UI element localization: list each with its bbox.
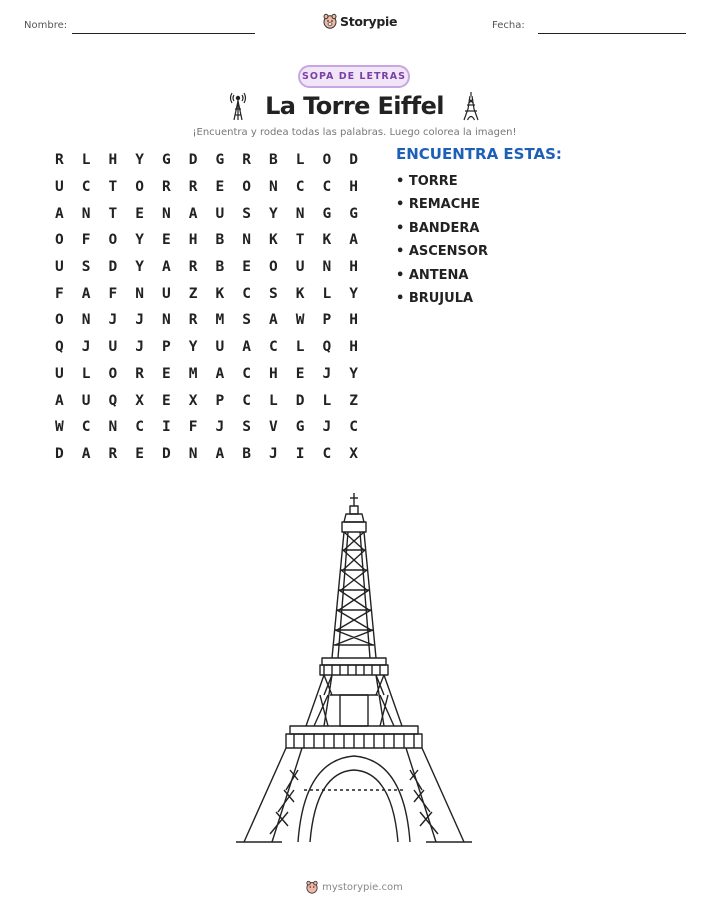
grid-letter[interactable]: T xyxy=(108,205,118,222)
grid-letter[interactable]: K xyxy=(215,285,225,302)
grid-letter[interactable]: U xyxy=(108,339,118,356)
grid-letter[interactable]: C xyxy=(322,445,332,462)
grid-letter[interactable]: F xyxy=(81,232,91,249)
grid-letter[interactable]: Q xyxy=(322,339,332,356)
grid-letter[interactable]: V xyxy=(269,419,278,436)
grid-letter[interactable]: H xyxy=(349,312,358,329)
grid-letter[interactable]: L xyxy=(322,285,332,302)
grid-letter[interactable]: A xyxy=(269,312,278,329)
grid-letter[interactable]: J xyxy=(135,339,144,356)
grid-letter[interactable]: A xyxy=(55,392,64,409)
grid-letter[interactable]: A xyxy=(349,232,358,249)
grid-letter[interactable]: J xyxy=(269,445,278,462)
grid-letter[interactable]: R xyxy=(242,152,251,169)
grid-letter[interactable]: D xyxy=(188,152,198,169)
grid-letter[interactable]: L xyxy=(322,392,332,409)
date-label: Fecha: xyxy=(492,20,525,31)
grid-letter[interactable]: U xyxy=(295,259,305,276)
grid-letter[interactable]: P xyxy=(322,312,332,329)
grid-letter[interactable]: B xyxy=(215,232,225,249)
grid-letter[interactable]: F xyxy=(55,285,64,302)
letter-grid[interactable] xyxy=(46,147,367,467)
grid-letter[interactable]: R xyxy=(108,445,118,462)
word-item: • BANDERA xyxy=(396,220,480,236)
grid-letter[interactable]: U xyxy=(162,285,171,302)
grid-letter[interactable]: C xyxy=(242,392,251,409)
grid-letter[interactable]: N xyxy=(108,419,118,436)
grid-letter[interactable]: A xyxy=(188,205,198,222)
grid-letter[interactable]: C xyxy=(81,179,91,196)
grid-letter[interactable]: Y xyxy=(188,339,198,356)
grid-letter[interactable]: A xyxy=(55,205,64,222)
storypie-mascot-icon xyxy=(306,880,318,894)
grid-letter[interactable]: N xyxy=(188,445,198,462)
grid-letter[interactable]: J xyxy=(108,312,118,329)
grid-letter[interactable]: P xyxy=(215,392,225,409)
grid-letter[interactable]: K xyxy=(295,285,305,302)
grid-letter[interactable]: N xyxy=(295,205,305,222)
grid-letter[interactable]: O xyxy=(55,312,64,329)
grid-letter[interactable]: A xyxy=(81,445,91,462)
grid-letter[interactable]: M xyxy=(188,365,198,382)
grid-letter[interactable]: N xyxy=(162,312,171,329)
grid-letter[interactable]: N xyxy=(162,205,171,222)
grid-letter[interactable]: G xyxy=(349,205,358,222)
grid-letter[interactable]: H xyxy=(188,232,198,249)
grid-letter[interactable]: T xyxy=(108,179,118,196)
grid-letter[interactable]: G xyxy=(162,152,171,169)
grid-letter[interactable]: A xyxy=(162,259,171,276)
grid-letter[interactable]: G xyxy=(215,152,225,169)
grid-letter[interactable]: E xyxy=(162,392,171,409)
grid-letter[interactable]: O xyxy=(322,152,332,169)
storypie-logo xyxy=(323,13,397,29)
grid-letter[interactable]: G xyxy=(295,419,305,436)
grid-letter[interactable]: S xyxy=(269,285,278,302)
grid-letter[interactable]: C xyxy=(81,419,91,436)
grid-letter[interactable]: C xyxy=(242,285,251,302)
grid-letter[interactable]: N xyxy=(269,179,278,196)
grid-letter[interactable]: R xyxy=(135,365,144,382)
brand-name: Storypie xyxy=(340,13,398,29)
name-field-line[interactable] xyxy=(72,33,255,34)
word-list xyxy=(396,170,488,310)
grid-letter[interactable]: L xyxy=(295,339,305,356)
grid-letter[interactable]: O xyxy=(135,179,144,196)
grid-letter[interactable]: L xyxy=(295,152,305,169)
grid-letter[interactable]: C xyxy=(135,419,144,436)
grid-letter[interactable]: O xyxy=(55,232,64,249)
grid-letter[interactable]: N xyxy=(322,259,332,276)
grid-letter[interactable]: S xyxy=(81,259,91,276)
eiffel-tower-illustration xyxy=(224,490,484,854)
grid-letter[interactable]: K xyxy=(322,232,332,249)
grid-letter[interactable]: A xyxy=(215,365,225,382)
grid-letter[interactable]: Z xyxy=(349,392,358,409)
grid-letter[interactable]: D xyxy=(162,445,171,462)
grid-letter[interactable]: X xyxy=(135,392,144,409)
grid-letter[interactable]: W xyxy=(295,312,305,329)
grid-letter[interactable]: I xyxy=(162,419,171,436)
grid-letter[interactable]: N xyxy=(242,232,251,249)
grid-letter[interactable]: C xyxy=(269,339,278,356)
word-item: • REMACHE xyxy=(396,197,481,213)
grid-letter[interactable]: S xyxy=(242,312,251,329)
grid-letter[interactable]: R xyxy=(162,179,171,196)
grid-letter[interactable]: U xyxy=(55,179,64,196)
grid-letter[interactable]: U xyxy=(55,259,64,276)
grid-letter[interactable]: E xyxy=(295,365,305,382)
grid-letter[interactable]: T xyxy=(295,232,305,249)
footer-url[interactable]: mystorypie.com xyxy=(322,881,403,893)
grid-letter[interactable]: Y xyxy=(135,232,144,249)
grid-letter[interactable]: A xyxy=(242,339,251,356)
grid-letter[interactable]: D xyxy=(55,445,64,462)
grid-letter[interactable]: N xyxy=(81,205,91,222)
grid-letter[interactable]: S xyxy=(242,205,251,222)
grid-letter[interactable]: U xyxy=(55,365,64,382)
grid-letter[interactable]: N xyxy=(135,285,144,302)
grid-letter[interactable]: N xyxy=(81,312,91,329)
grid-letter[interactable]: L xyxy=(81,365,91,382)
word-search-badge: SOPA DE LETRAS xyxy=(298,65,410,88)
word-item: • BRUJULA xyxy=(396,290,474,306)
grid-letter[interactable]: Y xyxy=(349,285,358,302)
grid-letter[interactable]: L xyxy=(269,392,278,409)
grid-letter[interactable]: G xyxy=(322,205,332,222)
grid-letter[interactable]: U xyxy=(81,392,91,409)
grid-letter[interactable]: B xyxy=(269,152,278,169)
grid-letter[interactable]: E xyxy=(242,259,251,276)
grid-letter[interactable]: H xyxy=(108,152,118,169)
grid-letter[interactable]: E xyxy=(215,179,225,196)
word-list-title: ENCUENTRA ESTAS: xyxy=(396,145,562,163)
date-field-line[interactable] xyxy=(538,33,686,34)
grid-letter[interactable]: H xyxy=(269,365,278,382)
grid-letter[interactable]: U xyxy=(215,205,225,222)
grid-letter[interactable]: E xyxy=(162,365,171,382)
grid-letter[interactable]: J xyxy=(215,419,225,436)
grid-letter[interactable]: Q xyxy=(108,392,118,409)
footer xyxy=(0,880,709,894)
grid-letter[interactable]: E xyxy=(135,445,144,462)
grid-letter[interactable]: R xyxy=(188,179,198,196)
grid-letter[interactable]: C xyxy=(295,179,305,196)
grid-letter[interactable]: Y xyxy=(135,152,144,169)
storypie-mascot-icon xyxy=(323,13,337,29)
grid-letter[interactable]: O xyxy=(242,179,251,196)
grid-letter[interactable]: S xyxy=(242,419,251,436)
grid-letter[interactable]: J xyxy=(81,339,91,356)
eiffel-tower-small-icon xyxy=(459,91,483,121)
grid-letter[interactable]: J xyxy=(322,365,332,382)
grid-letter[interactable]: D xyxy=(108,259,118,276)
grid-letter[interactable]: H xyxy=(349,259,358,276)
grid-letter[interactable]: J xyxy=(322,419,332,436)
grid-letter[interactable]: A xyxy=(81,285,91,302)
grid-letter[interactable]: Y xyxy=(349,365,358,382)
grid-letter[interactable]: I xyxy=(295,445,305,462)
grid-letter[interactable]: O xyxy=(269,259,278,276)
grid-letter[interactable]: F xyxy=(188,419,198,436)
grid-letter[interactable]: W xyxy=(55,419,64,436)
grid-letter[interactable]: C xyxy=(322,179,332,196)
word-item: • ASCENSOR xyxy=(396,244,488,260)
word-item: • ANTENA xyxy=(396,267,469,283)
grid-letter[interactable]: Y xyxy=(135,259,144,276)
grid-letter[interactable]: R xyxy=(188,259,198,276)
grid-letter[interactable]: M xyxy=(215,312,225,329)
grid-letter[interactable]: X xyxy=(188,392,198,409)
grid-letter[interactable]: A xyxy=(215,445,225,462)
grid-letter[interactable]: Q xyxy=(55,339,64,356)
grid-letter[interactable]: E xyxy=(135,205,144,222)
grid-letter[interactable]: H xyxy=(349,339,358,356)
grid-letter[interactable]: H xyxy=(349,179,358,196)
grid-letter[interactable]: P xyxy=(162,339,171,356)
grid-letter[interactable]: R xyxy=(55,152,64,169)
grid-letter[interactable]: J xyxy=(135,312,144,329)
grid-letter[interactable]: U xyxy=(215,339,225,356)
grid-letter[interactable]: D xyxy=(295,392,305,409)
word-item: • TORRE xyxy=(396,174,458,189)
grid-letter[interactable]: C xyxy=(242,365,251,382)
grid-letter[interactable]: B xyxy=(242,445,251,462)
grid-letter[interactable]: R xyxy=(188,312,198,329)
grid-letter[interactable]: K xyxy=(269,232,278,249)
grid-letter[interactable]: Y xyxy=(269,205,278,222)
grid-letter[interactable]: O xyxy=(108,232,118,249)
grid-letter[interactable]: L xyxy=(81,152,91,169)
instructions: ¡Encuentra y rodea todas las palabras. Luego colorea la imagen! xyxy=(192,127,517,138)
grid-letter[interactable]: X xyxy=(349,445,358,462)
grid-letter[interactable]: B xyxy=(215,259,225,276)
grid-letter[interactable]: O xyxy=(108,365,118,382)
grid-letter[interactable]: Z xyxy=(188,285,198,302)
grid-letter[interactable]: C xyxy=(349,419,358,436)
name-label: Nombre: xyxy=(24,20,68,31)
grid-letter[interactable]: E xyxy=(162,232,171,249)
page-title: La Torre Eiffel xyxy=(265,92,444,120)
grid-letter[interactable]: F xyxy=(108,285,118,302)
grid-letter[interactable]: D xyxy=(349,152,358,169)
